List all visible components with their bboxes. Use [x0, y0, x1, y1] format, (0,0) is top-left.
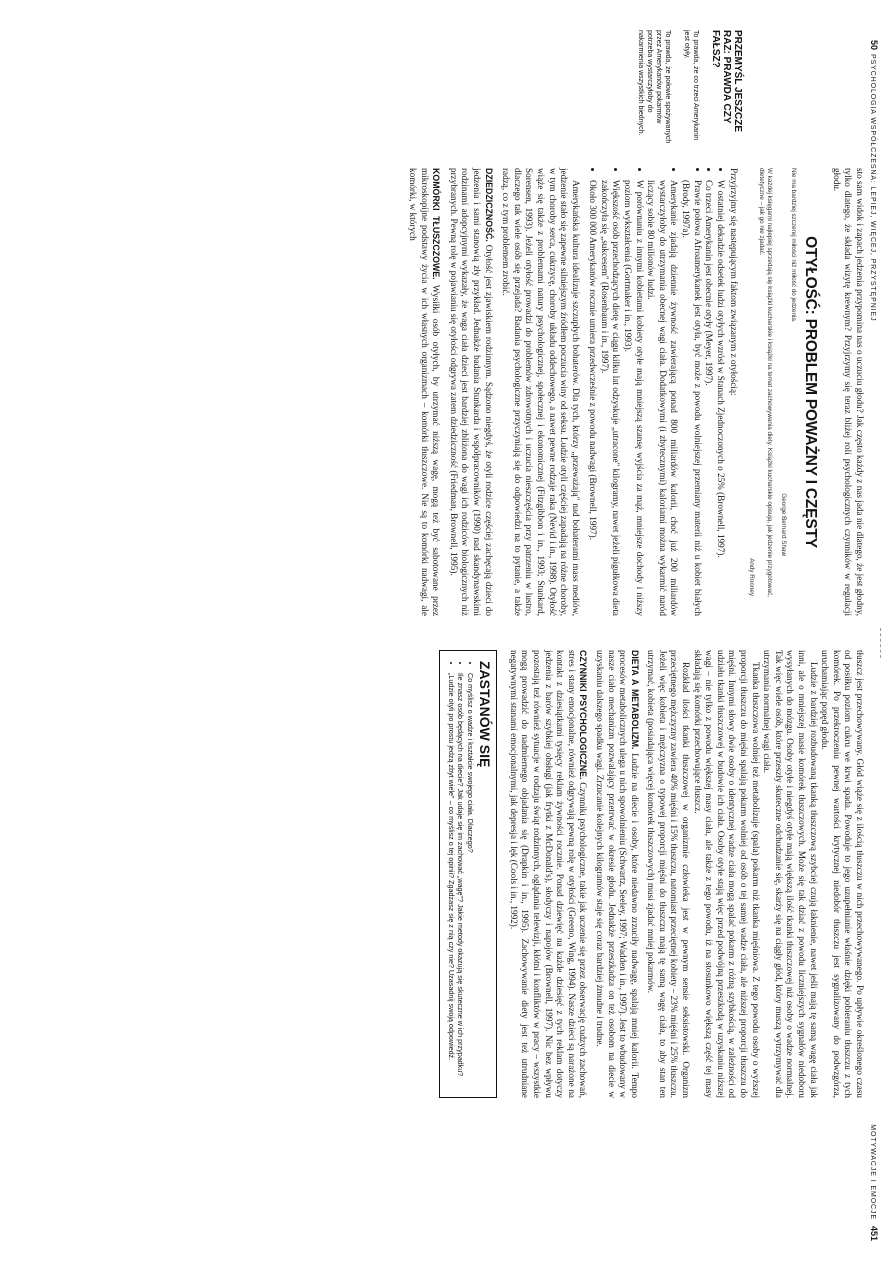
fat-cells-text: Wysiłki osób otyłych, by utrzymać niższą wagę, mogą też być sabotowane przez mikroskopijne podstawy życia w ich własnych organizmach – komórki tłuszczowe. Nie są to komórki nadwagi, ale komórki, w których — [408, 168, 442, 617]
right-paragraph-1: tłuszcz jest przechowywany. Głód wiąże się z ilością tłuszczu w nich przechowywanego. Po upływie określonego czasu od posiłku poziom cukru we krwi spada. Powoduje to jego uzupełnianie właśnie dzięki pobieraniu tłuszczu z tych komórek. Po przekroczeniu pewnej wartości krytycznej niedobór tłuszczu jest sygnalizowany do podwzgórza, uruchamiając popęd głodu. — [820, 650, 865, 1098]
left-page-number: 50 — [869, 40, 879, 51]
right-paragraph-3: Tkanka tłuszczowa wolniej też metabolizuje (spala) pokarm niż tkanka mięśniowa. Z tego powodu osoby o wyższej proporcji tłuszczu do mięśni spalają pokarm wolniej od osób o tej samej wadze ciała, ale niższej proporcji tłuszczu do mięśni. Innymi słowy dwie osoby o identycznej wadze ciała mogą spalać pokarm z różną szybkością, w zależności od udziału tkanki tłuszczowej w budowie ich ciała. Osoby otyłe stają więc przed podwójną przeszkodą w uzyskaniu niższej wagi – nie tylko z powodu większej masy ciała, ale także z tego powodu, iż na stosunkowo większą część tej masy składają się komórki przechowujące tłuszcz. — [692, 650, 761, 1098]
left-main-column — [406, 168, 865, 616]
heredity-text: Otyłość jest zjawiskiem rodzinnym. Sądzono niegdyś, że otyli rodzice częściej zachęcają dzieci do jedzenia i sami stanowią zły przykład. Jednakże badania Stunkarda i współpracowników (1990) nad skandynawskimi rodzinami adopcyjnymi wykazały, że waga ciała dzieci jest bardziej zbliżona do wagi ich rodziców biologicznych niż przybranych. Pewną rolę w pojawianiu się otyłości odgrywa zatem dziedziczność (Friedman, Brownell, 1995). — [448, 168, 494, 616]
margin-note-2: To prawda, że połowie spożywanych przez Amerykanów pokarmów potrzeba wystarczyłoby do nakarmienia wszystkich biednych. — [637, 30, 671, 144]
margin-note-1: To prawda, że co trzeci Amerykanin jest otyły. — [683, 30, 699, 141]
diet-heading: DIETA A METABOLIZM. — [629, 650, 640, 750]
reflect-item: • Ile znasz osób będących na diecie? Jak udaje się im zachować „wagę"? Jakie metody okazują się skuteczne w ich przypadku? — [456, 673, 465, 1087]
psych-heading: CZYNNIKI PSYCHOLOGICZNE. — [578, 650, 589, 780]
reflect-box-title: ZASTANÓW SIĘ — [477, 661, 494, 768]
diet-text: Ludzie na diecie i osoby, które niedawno zrzuciły nadwagę, spalają mniej kalorii. Tempo procesów metabolicznych ulega u nich spowolnieniu (Schwartz, Seeley, 1997; Wadden i in., 1997). Jest to wbudowany w nasze ciało mechanizm pozwalający przetrwać w okresie głodu. Jednakże przeszkadza on też osobom na diecie w uzyskaniu dalszego spadku wagi. Zrzucanie kolejnych kilogramów staje się coraz bardziej żmudne i trudne. — [594, 650, 640, 1098]
fact-item: • W porównaniu z innymi kobietami kobiety otyłe mają mniejszą szansę wyjścia za mąż, mniejsze dochody i niższy poziom wykształcenia (Gortmaker i in., 1993). — [622, 180, 645, 616]
fact-item: • Około 300 000 Amerykanów rocznie umiera przedwcześnie z powodu nadwagi (Brownell, 1997). — [587, 180, 599, 616]
epigraph-1-text: Nie ma bardziej szczerej miłości niż miłość do jedzenia. — [789, 168, 797, 323]
heredity-paragraph — [447, 168, 493, 616]
fact-item: • W ostatniej dekadzie odsetek ludzi otyłych wzrósł w Stanach Zjednoczonych o 25% (Brownell, 1997). — [714, 180, 726, 616]
right-paragraph-4: Rozkład ilości tkanki tłuszczowej w organizmie człowieka jest w pewnym sensie seksistowski. Organizm przeciętnego mężczyzny zawiera 40% mięśni i 15% tłuszczu, natomiast przeciętnej kobiety – 23% mięśni i 25% tłuszczu. Jeżeli więc kobieta i mężczyzna o typowej proporcji mięśni do tłuszczu mają tę samą wagę ciała, to aby stan ten utrzymać, kobieta (posiadająca więcej komórek tłuszczowych) musi zjadać mniej pokarmów. — [646, 650, 692, 1098]
reflect-box-list — [446, 661, 474, 1087]
left-running-header — [866, 40, 879, 322]
intro-paragraph: sto sam widok i zapach jedzenia przypomina nas o uczuciu głodu? Jak często każdy z nas jada nie dlatego, że jest głodny, tylko dlatego, że składa wizytę krewnym? Przyjrzymy się teraz bliżej roli psychologicznych czynników w regulacji głodu. — [831, 168, 865, 616]
left-header-text: PSYCHOLOGIA WSPÓŁCZESNA: LEPIEJ, WIĘCEJ, PRZYSTĘPNIEJ — [869, 54, 876, 322]
reflect-item: • „Ludzie otyli po prostu jedzą zbyt wiele" – co myślisz o tej opinii? Zgadzasz się z nią czy nie? Uzasadnij swoją odpowiedź. — [446, 673, 455, 1087]
right-main-column — [439, 650, 865, 1098]
margin-heading: PRZEMYŚL JESZCZE RAZ: PRAWDA CZY FAŁSZ? — [710, 30, 743, 133]
reflect-item: • Co myślisz o wadze i kształcie swojego ciała. Dlaczego? — [465, 673, 474, 1087]
facts-intro: Przyjrzyjmy się następującym faktom związanym z otyłością: — [729, 168, 740, 396]
right-running-header — [866, 1124, 879, 1241]
epigraph-1-author: George Bernard Shaw — [779, 493, 787, 556]
fat-cells-paragraph — [406, 168, 441, 616]
epigraph-2-text: W każdej księgarni najlepiej sprzedają się książki kucharskie i książki na temat zachowywania diety. Książki kucharskie opisują, jak jedzenie przygotować, dietetyczne – jak go nie zjadać. — [758, 168, 774, 597]
epigraph-2 — [745, 168, 773, 616]
section-title: OTYŁOŚĆ: PROBLEM POWAŻNY I CZĘSTY — [802, 236, 820, 548]
culture-paragraph: Amerykańska kultura idealizuje szczupłych bohaterów. Dla tych, którzy „przeważają" nad bohaterami mass mediów, jedzenie stało się zapewne silniejszym źródłem poczucia winy od seksu. Ludzie otyli częściej zapadają na różne choroby, w tym choroby serca, cukrzycę, choroby układu oddechowego, a nawet pewne rodzaje raka (Nevid i in., 1998). Otyłość wiąże się także z problemami natury psychologicznej, społecznej i ekonomicznej (Fitzgibbon i in., 1993; Stunkard, Sorensen, 1993). Jeżeli otyłość prowadzi do problemów zdrowotnych i uczucia nieszczęścia przy patrzeniu w lustro, dlaczego tak wiele osób się przejada? Badania psychologiczne przyczyniają się do odpowiedzi na to pytanie, a także radzą, co z tym problemem zrobić. — [501, 168, 581, 616]
heredity-heading: DZIEDZICZNOŚĆ. — [483, 168, 494, 242]
fact-item: • Amerykanie zjadają dziennie żywność zawierającą ponad 800 miliardów kalorii, choć już 200 miliardów wystarczyłoby do utrzymania obecnej wagi ciała. Dodatkowymi (i zbytecznymi) kaloriami można wykarmić naród liczący sobie 80 milionów ludzi. — [645, 180, 680, 616]
gutter-mark — [880, 628, 881, 658]
left-margin-note — [636, 30, 743, 148]
epigraph-1 — [777, 168, 797, 616]
right-header-text: MOTYWACJE I EMOCJE — [869, 1124, 876, 1220]
psych-paragraph — [507, 650, 588, 1098]
psych-text: Czynniki psychologiczne, takie jak uczenie się przez obserwację cudzych zachowań, stres i stany emocjonalne, również odgrywają pewną rolę w otyłości (Greeno, Wing, 1994). Nasze dzieci są narażone na kontakt z dziesiątkami tysięcy reklam żywności rocznie. Ponad dziewięć na każde dziesięć z tych reklam dotyczy jedzenia z barów szybkiej obsługi (jak frytki z McDonald's), słodyczy i napojów (Brownell, 1997). Nic bez wpływu pozostają też również sytuacje w rodzaju świąt rodzinnych, oglądania telewizji, kłótni i konfliktów w pracy – wszystkie mogą prowadzić do nadmiernego objadania się (Drapkin i in., 1995). Zachowywanie diety jest też utrudniane negatywnymi stanami emocjonalnymi, jak depresja i lęk (Cools i in., 1992). — [508, 650, 589, 1099]
right-paragraph-2: Ludzie z bardziej rozbudowaną tkanką tłuszczową szybciej czują łaknienie, nawet jeśli mają tę samą wagę ciała jak inni, ale o mniejszej masie komórek tłuszczowych. Może się tak dziać z powodu liczniejszych sygnałów niedoboru wysyłanych do mózgu. Osoby otyłe i niegdyś otyłe mają większą ilość tkanki tłuszczowej niż osoby o wadze normalnej. Tak więc wiele osób, które przeszły skuteczne odchudzanie się, skarży się na ciągły głód, który muszą wytrzymywać dla utrzymania normalnej wagi ciała. — [762, 650, 819, 1098]
fact-item: • Prawie połowa Afroamerykanek jest otyła, być może z powodu wolniejszej przemiany materii niż u kobiet białych (Brody, 1997a). — [679, 180, 702, 616]
facts-list — [587, 168, 726, 616]
right-page-number: 451 — [869, 1225, 879, 1241]
fact-item: • Większość osób przechodzących dietę w ciągu kilku lat odzyskuje „utracone" kilogramy, nawet jeżeli pigułkowa dieta zakończyła się „sukcesem" (Rosenbaum i in., 1997). — [598, 180, 621, 616]
fat-cells-heading: KOMÓRKI TŁUSZCZOWE. — [431, 168, 442, 280]
diet-paragraph — [593, 650, 639, 1098]
fact-item: • Co trzeci Amerykanin jest obecnie otyły (Meyer, 1997). — [703, 180, 715, 616]
epigraph-2-author: Andy Rooney — [748, 558, 756, 596]
reflect-box — [439, 650, 497, 1098]
